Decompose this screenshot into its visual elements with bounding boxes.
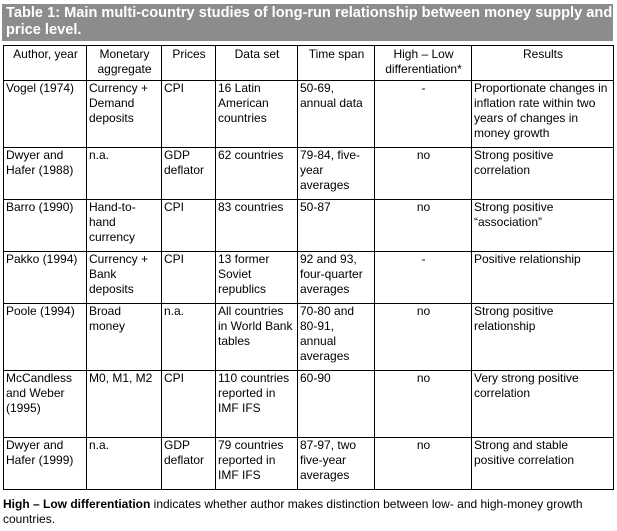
table-row xyxy=(4,304,614,371)
table-row xyxy=(4,252,614,304)
table-row xyxy=(4,200,614,252)
cell-results: Strong positive correlation xyxy=(472,148,614,200)
header-monetary-aggregate: Monetary aggregate xyxy=(87,46,162,81)
cell-aggregate: M0, M1, M2 xyxy=(87,371,162,438)
cell-data-set: 79 countries reported in IMF IFS xyxy=(216,438,298,490)
studies-table xyxy=(3,45,614,490)
cell-results: Very strong positive correlation xyxy=(472,371,614,438)
cell-time-span: 50-69, annual data xyxy=(298,81,375,148)
cell-data-set: 62 countries xyxy=(216,148,298,200)
cell-time-span: 79-84, five-year averages xyxy=(298,148,375,200)
cell-aggregate: n.a. xyxy=(87,438,162,490)
cell-aggregate: Broad money xyxy=(87,304,162,371)
cell-high-low: no xyxy=(375,371,472,438)
cell-author: Dwyer and Hafer (1988) xyxy=(4,148,87,200)
cell-time-span: 92 and 93, four-quarter averages xyxy=(298,252,375,304)
footnote-term: High – Low differentiation xyxy=(3,497,151,511)
cell-results: Positive relationship xyxy=(472,252,614,304)
table-row xyxy=(4,148,614,200)
header-results: Results xyxy=(472,46,614,81)
cell-data-set: All countries in World Bank tables xyxy=(216,304,298,371)
cell-time-span: 70-80 and 80-91, annual averages xyxy=(298,304,375,371)
cell-high-low: no xyxy=(375,304,472,371)
cell-aggregate: Currency + Demand deposits xyxy=(87,81,162,148)
cell-time-span: 87-97, two five-year averages xyxy=(298,438,375,490)
cell-data-set: 13 former Soviet republics xyxy=(216,252,298,304)
table-row xyxy=(4,438,614,490)
cell-data-set: 83 countries xyxy=(216,200,298,252)
cell-results: Strong positive relationship xyxy=(472,304,614,371)
cell-prices: n.a. xyxy=(162,304,216,371)
cell-prices: CPI xyxy=(162,252,216,304)
cell-aggregate: Hand-to-hand currency xyxy=(87,200,162,252)
cell-data-set: 16 Latin American countries xyxy=(216,81,298,148)
cell-time-span: 50-87 xyxy=(298,200,375,252)
header-prices: Prices xyxy=(162,46,216,81)
cell-results: Strong positive “association” xyxy=(472,200,614,252)
cell-data-set: 110 countries reported in IMF IFS xyxy=(216,371,298,438)
cell-high-low: - xyxy=(375,252,472,304)
cell-author: Vogel (1974) xyxy=(4,81,87,148)
cell-author: Pakko (1994) xyxy=(4,252,87,304)
cell-high-low: no xyxy=(375,438,472,490)
cell-aggregate: Currency + Bank deposits xyxy=(87,252,162,304)
cell-high-low: - xyxy=(375,81,472,148)
cell-prices: GDP deflator xyxy=(162,438,216,490)
cell-high-low: no xyxy=(375,148,472,200)
header-author: Author, year xyxy=(4,46,87,81)
table-row xyxy=(4,371,614,438)
header-high-low: High – Low differentiation* xyxy=(375,46,472,81)
cell-time-span: 60-90 xyxy=(298,371,375,438)
cell-prices: CPI xyxy=(162,200,216,252)
cell-aggregate: n.a. xyxy=(87,148,162,200)
cell-author: Poole (1994) xyxy=(4,304,87,371)
cell-author: Dwyer and Hafer (1999) xyxy=(4,438,87,490)
cell-results: Strong and stable positive correlation xyxy=(472,438,614,490)
cell-high-low: no xyxy=(375,200,472,252)
cell-author: Barro (1990) xyxy=(4,200,87,252)
footnote-text: indicates whether author makes distinction between low- and high-money growth countries. xyxy=(3,497,583,526)
table-row xyxy=(4,81,614,148)
cell-author: McCandless and Weber (1995) xyxy=(4,371,87,438)
cell-prices: CPI xyxy=(162,81,216,148)
table-title: Table 1: Main multi-country studies of long-run relationship between money supply and price level. xyxy=(2,4,613,41)
header-time-span: Time span xyxy=(298,46,375,81)
cell-prices: GDP deflator xyxy=(162,148,216,200)
cell-results: Proportionate changes in inflation rate within two years of changes in money growth xyxy=(472,81,614,148)
header-data-set: Data set xyxy=(216,46,298,81)
cell-prices: CPI xyxy=(162,371,216,438)
header-row xyxy=(4,46,614,81)
table-footnote xyxy=(3,497,615,527)
